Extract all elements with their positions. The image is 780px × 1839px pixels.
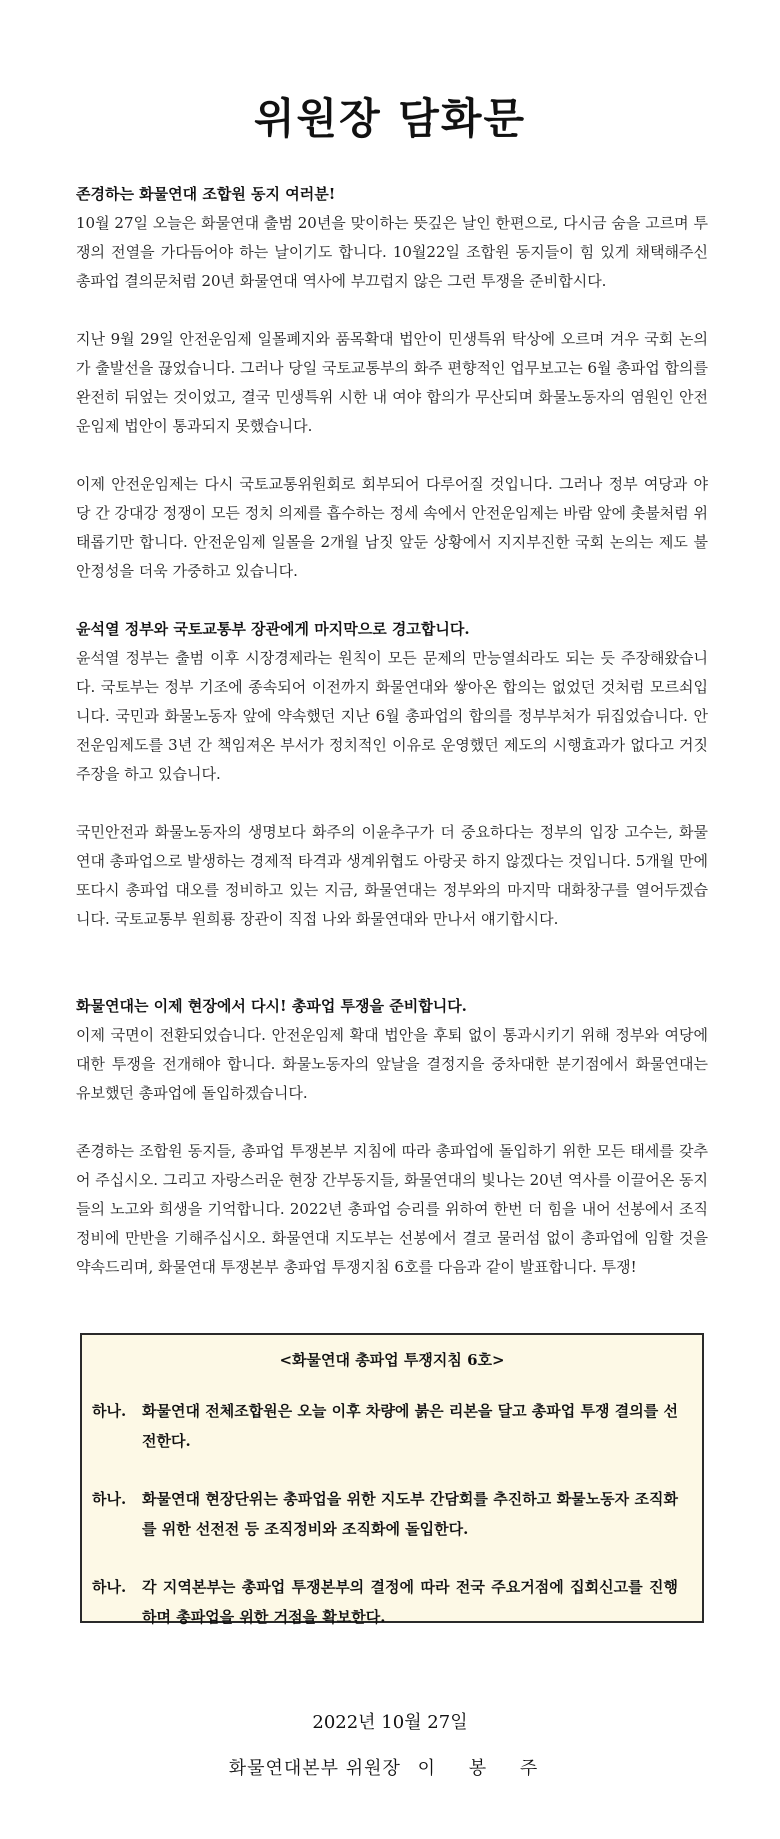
- paragraph-government-criticism: 윤석열 정부는 출범 이후 시장경제라는 원칙이 모든 문제의 만능열쇠라도 되는 듯 주장해왔습니다. 국토부는 정부 기조에 종속되어 이전까지 화물연대와 쌓아온 합의는 없었던 것처럼 모르쇠입니다. 국민과 화물노동자 앞에 약속했던 지난 6월 총파업의 합의를 정부부처가 뒤집었습니다. 안전운임제도를 3년 간 책임져온 부서가 정치적인 이유로 운영했던 제도의 시행효과가 없다고 거짓 주장을 하고 있습니다.: [76, 649, 708, 783]
- directive-item: [82, 1484, 702, 1544]
- page-title: 위원장 담화문: [253, 94, 527, 143]
- greeting-heading: 존경하는 화물연대 조합원 동지 여러분!: [76, 185, 336, 203]
- spacer: [76, 789, 708, 818]
- spacer: [76, 1108, 708, 1137]
- directive-item-label: 하나.: [92, 1490, 127, 1508]
- paragraph-call-to-members: 존경하는 조합원 동지들, 총파업 투쟁본부 지침에 따라 총파업에 돌입하기 위한 모든 태세를 갖추어 주십시오. 그리고 자랑스러운 현장 간부동지들, 화물연대의 빛나는 20년 역사를 이끌어온 동지들의 노고와 희생을 기억합니다. 2022년 총파업 승리를 위하여 한번 더 힘을 내어 선봉에서 조직 정비에 만반을 기해주십시오. 화물연대 지도부는 선봉에서 결코 물러섬 없이 총파업에 임할 것을 약속드리며, 화물연대 투쟁본부 총파업 투쟁지침 6호를 다음과 같이 발표합니다. 투쟁!: [76, 1142, 708, 1276]
- spacer: [76, 441, 708, 470]
- paragraph-dialogue-offer: 국민안전과 화물노동자의 생명보다 화주의 이윤추구가 더 중요하다는 정부의 입장 고수는, 화물연대 총파업으로 발생하는 경제적 타격과 생계위협도 아랑곳 하지 않겠다는 것입니다. 5개월 만에 또다시 총파업 대오를 정비하고 있는 지금, 화물연대는 정부와의 마지막 대화창구를 열어두겠습니다. 국토교통부 원희룡 장관이 직접 나와 화물연대와 만나서 얘기합시다.: [76, 823, 708, 928]
- paragraph-safe-freight-rate: 이제 안전운임제는 다시 국토교통위원회로 회부되어 다루어질 것입니다. 그러나 정부 여당과 야당 간 강대강 정쟁이 모든 정치 의제를 흡수하는 정세 속에서 안전운임제는 바람 앞에 촛불처럼 위태롭기만 합니다. 안전운임제 일몰을 2개월 남짓 앞둔 상황에서 지지부진한 국회 논의는 제도 불안정성을 더욱 가중하고 있습니다.: [76, 475, 708, 580]
- directive-item-label: 하나.: [92, 1578, 127, 1596]
- directive-item-label: 하나.: [92, 1402, 127, 1420]
- directive-item-text: 각 지역본부는 총파업 투쟁본부의 결정에 따라 전국 주요거점에 집회신고를 진행하며 총파업을 위한 거점을 확보한다.: [142, 1578, 678, 1626]
- directive-item: [82, 1572, 702, 1632]
- spacer: [76, 586, 708, 615]
- spacer: [76, 296, 708, 325]
- directive-box: [80, 1333, 704, 1626]
- signature-line: [0, 1754, 780, 1780]
- paragraph-national-assembly: 지난 9월 29일 안전운임제 일몰폐지와 품목확대 법안이 민생특위 탁상에 오르며 겨우 국회 논의가 출발선을 끊었습니다. 그러나 당일 국토교통부의 화주 편향적인 업무보고는 6월 총파업 합의를 완전히 뒤엎는 것이었고, 결국 민생특위 시한 내 여야 합의가 무산되며 화물노동자의 염원인 안전운임제 법안이 통과되지 못했습니다.: [76, 330, 708, 435]
- paragraph-turning-point: 이제 국면이 전환되었습니다. 안전운임제 확대 법안을 후퇴 없이 통과시키기 위해 정부와 여당에 대한 투쟁을 전개해야 합니다. 화물노동자의 앞날을 결정지을 중차대한 분기점에서 화물연대는 유보했던 총파업에 돌입하겠습니다.: [76, 1026, 708, 1102]
- statement-date: 2022년 10월 27일: [312, 1712, 468, 1733]
- directive-item: [82, 1396, 702, 1456]
- paragraph-anniversary: 10월 27일 오늘은 화물연대 출범 20년을 맞이하는 뜻깊은 날인 한편으로, 다시금 숨을 고르며 투쟁의 전열을 가다듬어야 하는 날이기도 합니다. 10월22일 조합원 동지들이 힘 있게 채택해주신 총파업 결의문처럼 20년 화물연대 역사에 부끄럽지 않은 그런 투쟁을 준비합시다.: [76, 214, 708, 290]
- directive-item-text: 화물연대 현장단위는 총파업을 위한 지도부 간담회를 추진하고 화물노동자 조직화를 위한 선전전 등 조직정비와 조직화에 돌입한다.: [142, 1490, 678, 1538]
- signature-org: 화물연대본부 위원장: [228, 1758, 401, 1779]
- spacer: [76, 934, 708, 992]
- statement-body: [76, 180, 708, 1282]
- warning-heading: 윤석열 정부와 국토교통부 장관에게 마지막으로 경고합니다.: [76, 620, 470, 638]
- directive-item-text: 화물연대 전체조합원은 오늘 이후 차량에 붉은 리본을 달고 총파업 투쟁 결의를 선전한다.: [142, 1402, 678, 1450]
- signature-name: 이 봉 주: [417, 1758, 552, 1779]
- directive-title: <화물연대 총파업 투쟁지침 6호>: [279, 1351, 505, 1369]
- strike-heading: 화물연대는 이제 현장에서 다시! 총파업 투쟁을 준비합니다.: [76, 997, 467, 1015]
